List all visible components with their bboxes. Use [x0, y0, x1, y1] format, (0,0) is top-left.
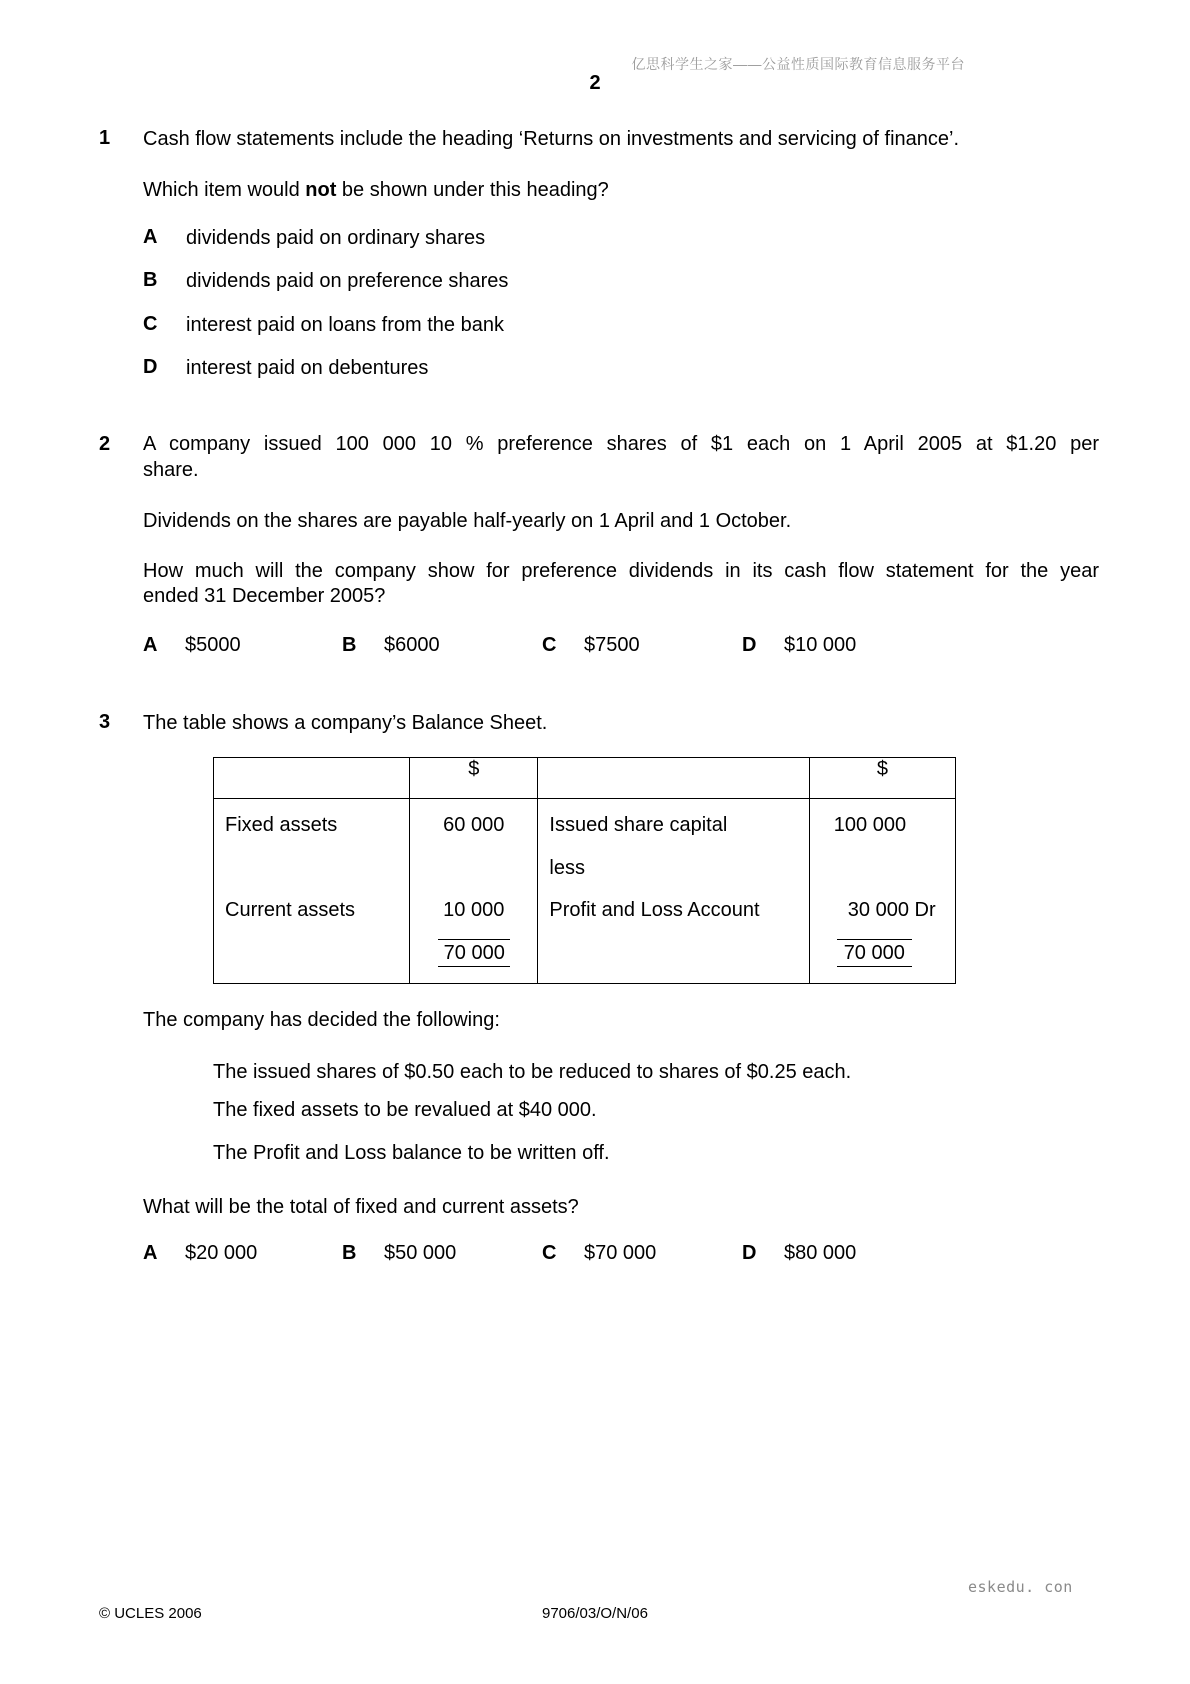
header-cell-blank	[538, 758, 809, 799]
q1-option-text: interest paid on loans from the bank	[186, 314, 504, 336]
q2-option-letter: B	[342, 634, 357, 656]
q2-question-line1: How much will the company show for preference dividends in its cash flow statement for the year	[143, 560, 1099, 582]
q1-prompt-pre: Which item would	[143, 179, 306, 201]
q3-option-text: $20 000	[185, 1242, 258, 1264]
q2-option-text: $5000	[185, 634, 241, 656]
q3-decision: The Profit and Loss balance to be written off.	[213, 1142, 610, 1164]
q1-prompt	[143, 178, 609, 202]
q1-prompt-bold: not	[305, 179, 337, 201]
fixed-assets-label: Fixed assets	[225, 814, 338, 836]
q3-option-letter: D	[742, 1242, 757, 1264]
q1-prompt-post: be shown under this heading?	[336, 179, 609, 201]
question-number-1: 1	[99, 127, 111, 149]
q2-stem-line2: share.	[143, 459, 199, 481]
q2-option-letter: D	[742, 634, 757, 656]
q3-option-text: $50 000	[384, 1242, 457, 1264]
q3-question: What will be the total of fixed and current assets?	[143, 1196, 579, 1218]
issued-capital-label: Issued share capital	[549, 814, 728, 836]
assets-total: 70 000	[438, 939, 510, 967]
q3-option-letter: A	[143, 1242, 158, 1264]
less-label: less	[549, 857, 585, 879]
table-header-row	[214, 758, 956, 799]
issued-capital-value: 100 000	[833, 814, 907, 836]
liabilities-labels-cell	[538, 799, 809, 984]
q3-decision: The fixed assets to be revalued at $40 000.	[213, 1099, 597, 1121]
q2-option-letter: C	[542, 634, 557, 656]
site-banner: 亿思科学生之家——公益性质国际教育信息服务平台	[631, 56, 965, 72]
q2-option-text: $6000	[384, 634, 440, 656]
table-body-row	[214, 799, 956, 984]
profit-loss-label: Profit and Loss Account	[549, 899, 760, 921]
assets-values-cell	[410, 799, 538, 984]
current-assets-label: Current assets	[225, 899, 356, 921]
q1-option-text: interest paid on debentures	[186, 357, 429, 379]
q1-option-text: dividends paid on preference shares	[186, 270, 509, 292]
q1-option-letter: D	[143, 356, 158, 378]
header-cell-currency: $	[809, 758, 955, 799]
q3-option-text: $70 000	[584, 1242, 657, 1264]
copyright: © UCLES 2006	[99, 1605, 202, 1622]
liabilities-total: 70 000	[837, 939, 912, 967]
q2-question-line2: ended 31 December 2005?	[143, 585, 386, 607]
header-cell-currency: $	[410, 758, 538, 799]
header-cell-blank	[214, 758, 410, 799]
fixed-assets-value: 60 000	[443, 814, 505, 836]
q1-option-letter: A	[143, 226, 158, 248]
watermark: eskedu. con	[968, 1578, 1073, 1596]
q3-decision: The issued shares of $0.50 each to be reduced to shares of $0.25 each.	[213, 1061, 852, 1083]
q2-option-letter: A	[143, 634, 158, 656]
liabilities-values-cell	[809, 799, 955, 984]
assets-labels-cell	[214, 799, 410, 984]
q3-stem: The table shows a company’s Balance Sheet.	[143, 712, 548, 734]
q2-option-text: $10 000	[784, 634, 857, 656]
q2-paragraph: Dividends on the shares are payable half-yearly on 1 April and 1 October.	[143, 510, 792, 532]
balance-sheet-table	[213, 757, 956, 984]
q3-option-text: $80 000	[784, 1242, 857, 1264]
q2-stem-line1: A company issued 100 000 10 % preference shares of $1 each on 1 April 2005 at $1.20 per	[143, 433, 1099, 455]
q1-option-text: dividends paid on ordinary shares	[186, 227, 486, 249]
page-number: 2	[589, 72, 601, 94]
paper-code: 9706/03/O/N/06	[542, 1605, 648, 1622]
q2-option-text: $7500	[584, 634, 640, 656]
q3-decided-intro: The company has decided the following:	[143, 1009, 500, 1031]
q1-option-letter: C	[143, 313, 158, 335]
q1-stem: Cash flow statements include the heading ‘Returns on investments and servicing of finance’.	[143, 128, 960, 150]
question-number-3: 3	[99, 711, 111, 733]
q1-option-letter: B	[143, 269, 158, 291]
q3-option-letter: B	[342, 1242, 357, 1264]
q3-option-letter: C	[542, 1242, 557, 1264]
question-number-2: 2	[99, 433, 111, 455]
current-assets-value: 10 000	[443, 899, 505, 921]
profit-loss-value: 30 000 Dr	[847, 899, 936, 921]
